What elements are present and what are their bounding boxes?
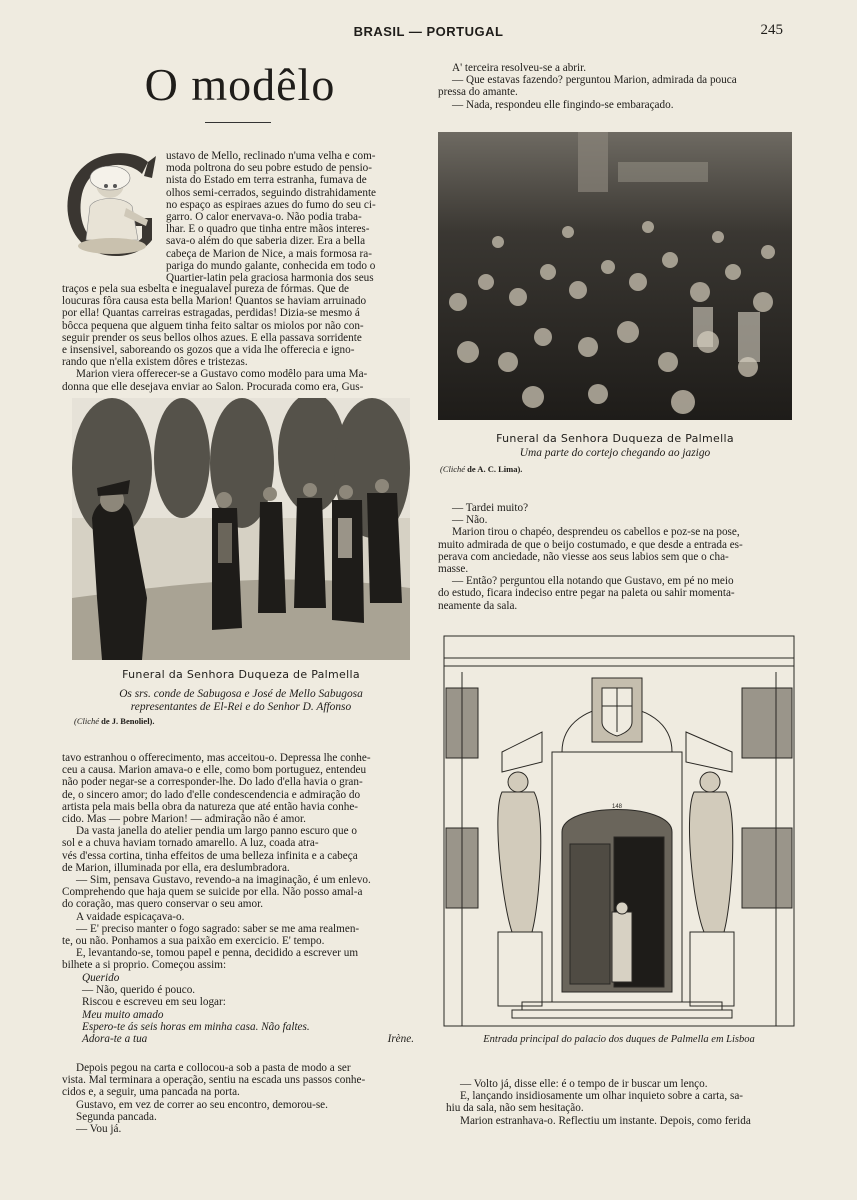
title-divider bbox=[205, 122, 271, 123]
dropcap-g-illustration bbox=[60, 148, 164, 260]
letter-line-2: Riscou e escreveu em seu logar: bbox=[82, 996, 226, 1009]
palace-entrance-engraving bbox=[442, 632, 796, 1030]
column2-end-text: — Volto já, disse elle: é o tempo de ir buscar um lenço. E, lançando insidiosamente um olhar inquieto sobre a carta, sa- hiu da sala, não sem hesitação. Marion estranhava-o. Reflectiu um instante. Depois, como ferida bbox=[446, 1078, 751, 1127]
funeral-cortege-photo bbox=[438, 132, 792, 420]
photo2-caption-subtitle-2: representantes de El-Rei e do Senhor D. Affonso bbox=[130, 701, 352, 713]
photo1-credit: (Cliché de A. C. Lima). bbox=[440, 464, 523, 474]
letter-block bbox=[82, 972, 424, 1045]
door-number: 148 bbox=[611, 804, 623, 810]
column1-paragraph-1: traços e pela sua esbelta e inegualavel pureza de fórmas. Que de loucuras fôra causa esta bella Marion! Quantos se haviam arruinado por ella! Quantas carreiras estragadas, perdidas! Dizia-se mesmo á bôcca pequena que alguem tinha feito saltar os miolos por não con- seguir prender os seus bellos olhos azues. E ella passava sorridente e insensivel, saboreando os gozos que a vida lhe offerecia e igno- rando que n'ella existem dôres e tristezas. Marion viera offerecer-se a Gustavo como modêlo para uma Ma- donna que elle desejava enviar ao Salon. Procurada como era, Gus- bbox=[62, 283, 368, 393]
column2-top-text: A' terceira resolveu-se a abrir. — Que estavas fazendo? perguntou Marion, admirada da pouca pressa do amante. — Nada, respondeu elle fingindo-se embaraçado. bbox=[438, 62, 737, 111]
letter-line-1: — Não, querido é pouco. bbox=[82, 984, 196, 997]
photo2-caption-title: Funeral da Senhora Duqueza de Palmella bbox=[122, 668, 360, 681]
drawing-caption: Entrada principal do palacio dos duques de Palmella em Lisboa bbox=[483, 1034, 755, 1045]
column1-bottom-text: tavo estranhou o offerecimento, mas acceitou-o. Depressa lhe conhe- ceu a causa. Marion amava-o e elle, como bom portuguez, entendeu não poder negar-se a corresponder-lhe. Do lado d'ella havia o gran- de, o sincero amor; do lado d'elle condescendencia e admiração do artista pela mais bella obra da natureza que até então havia conhe- cido. Mas — pobre Marion! — admiração não é amor. Da vasta janella do atelier pendia um largo panno escuro que o sol e a chuva haviam tornado amarello. A luz, coada atra- vés d'essa cortina, tinha effeitos de uma belleza infinita e a cabeça de Marion, illuminada por ella, era deslumbradora. — Sim, pensava Gustavo, revendo-a na imaginação, é um enlevo. Comprehendo que haja quem se suicide por ella. Não posso amal-a do coração, mas quero conservar o seu amor. A vaidade espicaçava-o. — E' preciso manter o fogo sagrado: saber se me ama realmen- te, ou não. Ponhamos a sua paixão em exercicio. E' tempo. E, levantando-se, tomou papel e penna, decidido a escrever um bilhete a si proprio. Começou assim: bbox=[62, 752, 371, 972]
page-number: 245 bbox=[760, 22, 783, 38]
letter-line-3: Meu muito amado bbox=[82, 1008, 164, 1021]
column1-opening-text: ustavo de Mello, reclinado n'uma velha e com- moda poltrona do seu pobre estudo de pensio- nista do Estado em terra estranha, fumava de olhos semi-cerrados, seguindo distrahidamente no espaço as espiraes azues do fumo do seu ci- garro. O calor enervava-o. Não podia traba- lhar. E o quadro que tinha entre mãos interes- sava-o além do que saberia dizer. Era a bella cabeça de Marion de Nice, a mais formosa ra- pariga do mundo galante, conhecida em todo o Quartier-latin pela graciosa harmonia dos seus bbox=[166, 150, 377, 285]
letter-line-4: Espero-te ás seis horas em minha casa. Não faltes. bbox=[82, 1020, 310, 1033]
palace-entrance-drawing bbox=[442, 632, 796, 1030]
photo1-caption-title: Funeral da Senhora Duqueza de Palmella bbox=[496, 432, 734, 445]
funeral-cortege-image bbox=[438, 132, 792, 420]
photo1-caption-subtitle: Uma parte do cortejo chegando ao jazigo bbox=[519, 447, 711, 459]
photo2-credit: (Cliché de J. Benoliel). bbox=[74, 716, 155, 726]
photo2-caption-subtitle-1: Os srs. conde de Sabugosa e José de Mello Sabugosa bbox=[119, 688, 363, 700]
dignitaries-photo bbox=[72, 398, 410, 660]
running-head: BRASIL — PORTUGAL bbox=[353, 24, 504, 39]
dignitaries-image bbox=[72, 398, 410, 660]
letter-signature: Irène. bbox=[387, 1033, 414, 1046]
column2-middle-text: — Tardei muito? — Não. Marion tirou o chapéo, desprendeu os cabellos e poz-se na pose, muito admirada de que o beijo costumado, e que desde a entrada es- perava com anciedade, não viesse aos seus labios sem que o cha- masse. — Então? perguntou ella notando que Gustavo, em pé no meio do estudo, ficara indeciso entre pegar na paleta ou sahir momenta- neamente da sala. bbox=[438, 502, 743, 612]
letter-salutation: Querido bbox=[82, 972, 120, 984]
column1-end-text: Depois pegou na carta e collocou-a sob a pasta de modo a ser vista. Mal terminara a operação, sentiu na escada uns passos conhe- cidos e, a seguir, uma pancada na porta. Gustavo, em vez de correr ao seu encontro, demorou-se. Segunda pancada. — Vou já. bbox=[62, 1062, 366, 1136]
article-title: O modêlo bbox=[144, 59, 336, 110]
letter-line-5: Adora-te a tua bbox=[82, 1033, 148, 1046]
